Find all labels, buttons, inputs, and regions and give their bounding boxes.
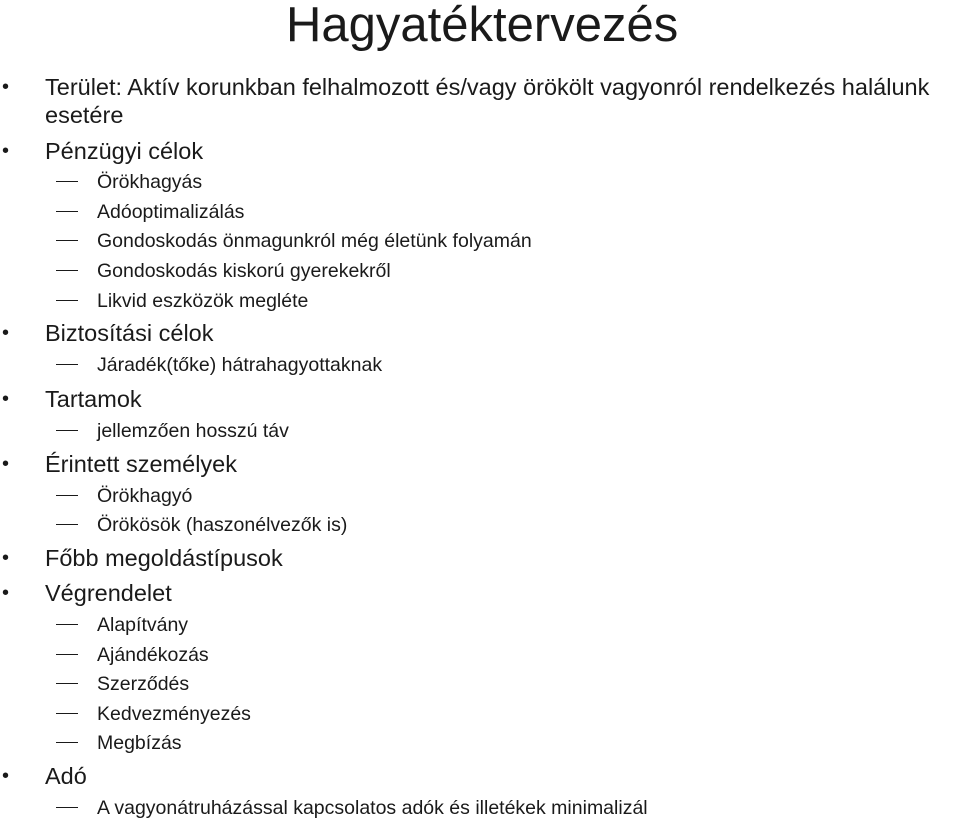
dash-icon xyxy=(56,364,78,365)
sub-item xyxy=(97,353,382,377)
sub-item xyxy=(97,796,648,820)
bullet-text: Végrendelet xyxy=(45,580,172,606)
bullet-icon: • xyxy=(2,453,10,475)
sub-item xyxy=(97,513,347,537)
bullet-icon: • xyxy=(2,765,10,787)
bullet-item xyxy=(2,544,283,572)
bullet-text: Biztosítási célok xyxy=(45,320,214,346)
bullet-text: Főbb megoldástípusok xyxy=(45,545,283,571)
sub-item-text: Kedvezményezés xyxy=(97,703,251,725)
sub-item xyxy=(97,484,192,508)
sub-item-text: Gondoskodás kiskorú gyerekekről xyxy=(97,260,391,282)
bullet-text: Terület: Aktív korunkban felhalmozott és/vagy örökölt vagyonról rendelkezés halálunk esetére xyxy=(45,74,930,128)
sub-item xyxy=(97,170,202,194)
dash-icon xyxy=(56,181,78,182)
slide-title: Hagyatéktervezés xyxy=(286,0,679,52)
sub-item xyxy=(97,289,308,313)
sub-item-text: A vagyonátruházással kapcsolatos adók és illetékek minimalizál xyxy=(97,797,648,819)
sub-item xyxy=(97,200,244,224)
bullet-item xyxy=(2,450,237,478)
sub-item xyxy=(97,419,289,443)
dash-icon xyxy=(56,742,78,743)
bullet-icon: • xyxy=(2,322,10,344)
dash-icon xyxy=(56,211,78,212)
sub-item-text: Adóoptimalizálás xyxy=(97,201,245,223)
dash-icon xyxy=(56,524,78,525)
sub-item xyxy=(97,229,532,253)
dash-icon xyxy=(56,683,78,684)
bullet-icon: • xyxy=(2,547,10,569)
sub-item-text: jellemzően hosszú táv xyxy=(97,420,289,442)
sub-item-text: Örökösök (haszonélvezők is) xyxy=(97,514,348,536)
bullet-text: Pénzügyi célok xyxy=(45,138,204,164)
sub-item xyxy=(97,613,188,637)
dash-icon xyxy=(56,624,78,625)
sub-item xyxy=(97,702,251,726)
sub-item-text: Megbízás xyxy=(97,732,182,754)
sub-item-text: Szerződés xyxy=(97,673,190,695)
sub-item-text: Járadék(tőke) hátrahagyottaknak xyxy=(97,354,383,376)
sub-item xyxy=(97,643,209,667)
bullet-item xyxy=(2,73,960,129)
dash-icon xyxy=(56,270,78,271)
dash-icon xyxy=(56,240,78,241)
bullet-icon: • xyxy=(2,140,10,162)
sub-item-text: Alapítvány xyxy=(97,614,189,636)
bullet-text: Tartamok xyxy=(45,386,142,412)
dash-icon xyxy=(56,654,78,655)
bullet-text: Érintett személyek xyxy=(45,451,237,477)
sub-item-text: Likvid eszközök megléte xyxy=(97,290,309,312)
sub-item-text: Örökhagyó xyxy=(97,485,193,507)
dash-icon xyxy=(56,495,78,496)
bullet-icon: • xyxy=(2,76,10,98)
bullet-icon: • xyxy=(2,388,10,410)
dash-icon xyxy=(56,807,78,808)
bullet-item xyxy=(2,579,172,607)
bullet-item xyxy=(2,319,214,347)
bullet-item xyxy=(2,137,204,165)
dash-icon xyxy=(56,430,78,431)
sub-item xyxy=(97,259,391,283)
bullet-text: Adó xyxy=(45,763,87,789)
sub-item-text: Ajándékozás xyxy=(97,644,209,666)
sub-item-text: Örökhagyás xyxy=(97,171,203,193)
bullet-icon: • xyxy=(2,582,10,604)
dash-icon xyxy=(56,713,78,714)
sub-item xyxy=(97,731,182,755)
bullet-item xyxy=(2,385,142,413)
sub-item-text: Gondoskodás önmagunkról még életünk folyamán xyxy=(97,230,532,252)
sub-item xyxy=(97,672,189,696)
bullet-item xyxy=(2,762,87,790)
dash-icon xyxy=(56,300,78,301)
